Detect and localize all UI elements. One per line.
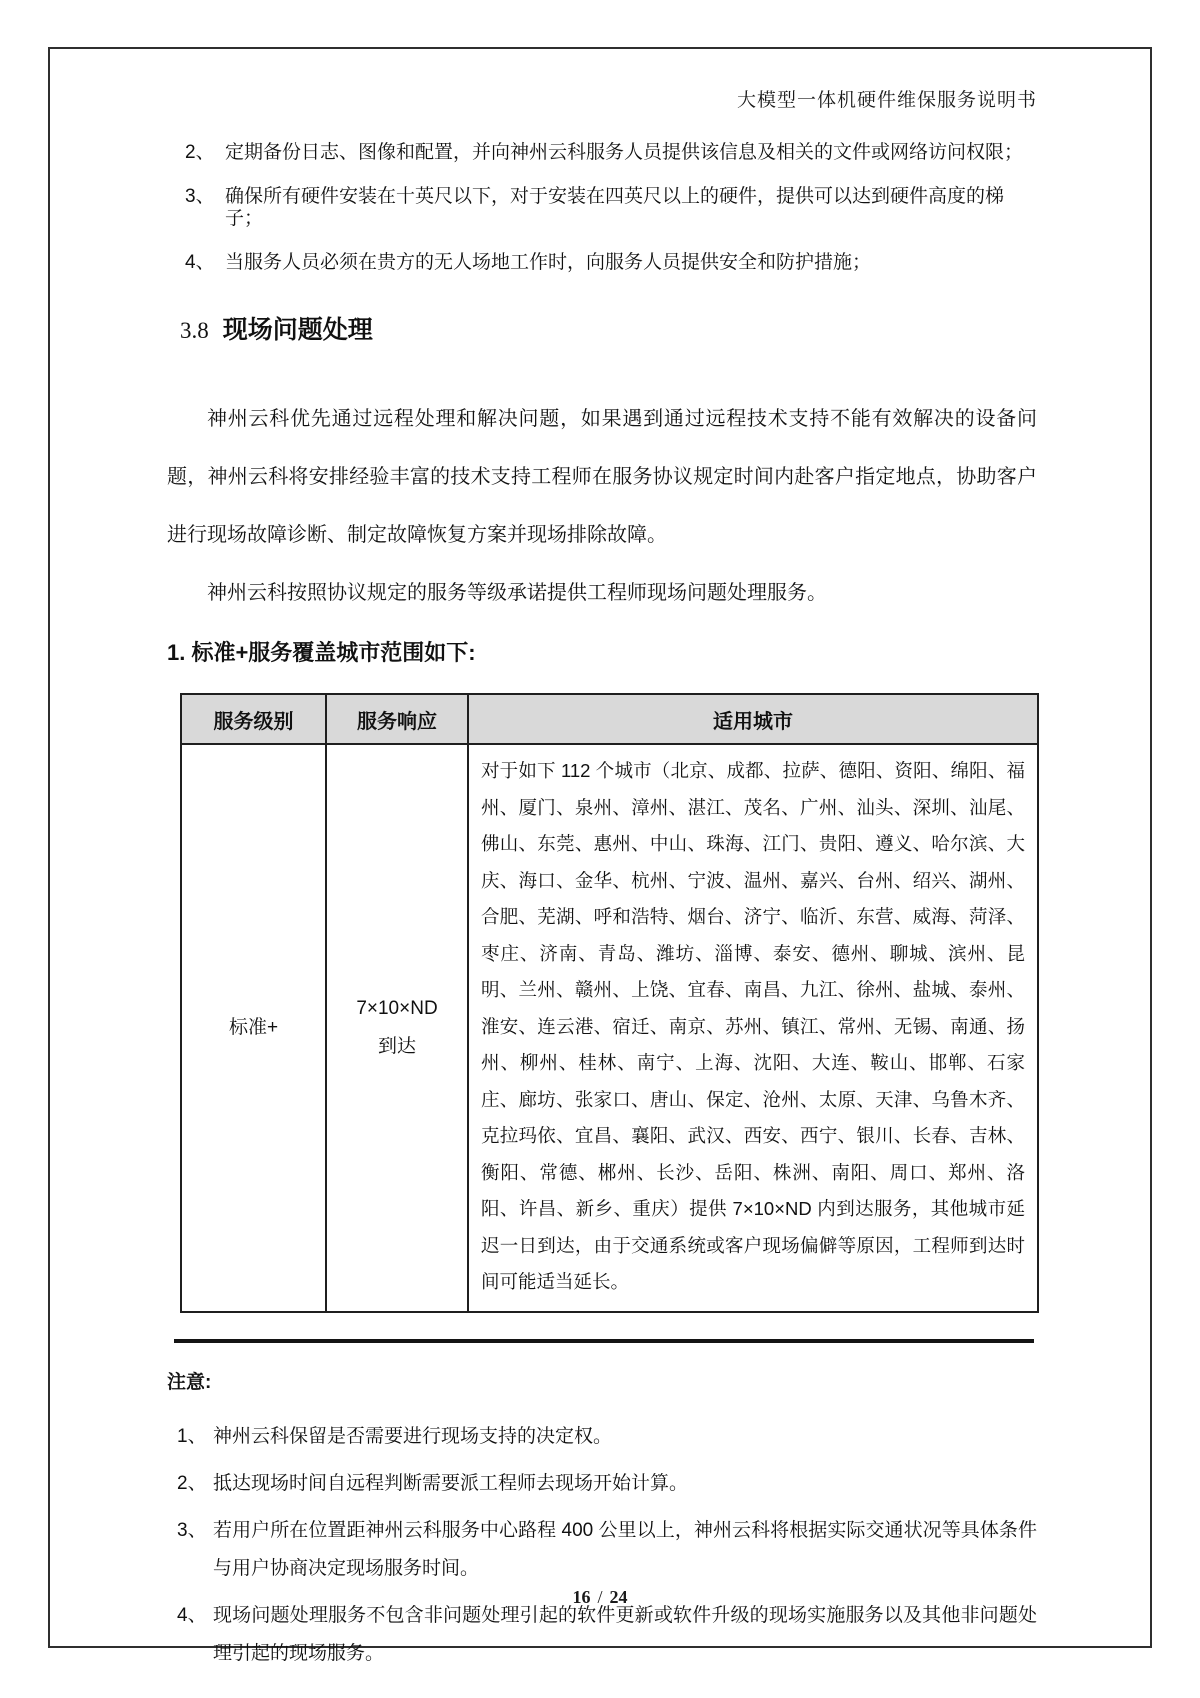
notes-list [167, 1418, 1037, 1673]
list-item [167, 186, 1037, 230]
section-number: 3.8 [180, 318, 209, 343]
column-header-service-level: 服务级别 [181, 694, 326, 744]
page-number-separator: / [597, 1587, 603, 1607]
table-list-heading: 1. 标准+服务覆盖城市范围如下: [167, 640, 476, 665]
note-item-text: 现场问题处理服务不包含非问题处理引起的软件更新或软件升级的现场实施服务以及其他非问题处理引起的现场服务。 [213, 1604, 1037, 1664]
list-item-number: 4、 [185, 252, 215, 273]
list-item-text: 当服务人员必须在贵方的无人场地工作时，向服务人员提供安全和防护措施； [225, 252, 872, 273]
current-page-number: 16 [572, 1587, 591, 1607]
paragraph: 神州云科按照协议规定的服务等级承诺提供工程师现场问题处理服务。 [207, 582, 827, 604]
service-coverage-table [180, 693, 1039, 1313]
page-content [167, 49, 1037, 1682]
page-number [50, 1587, 1150, 1608]
condition-list [167, 142, 1037, 274]
service-response-line2: 到达 [377, 1035, 416, 1057]
total-page-number: 24 [609, 1587, 628, 1607]
list-item [167, 142, 1037, 164]
section-heading [167, 310, 1037, 346]
column-header-applicable-cities: 适用城市 [468, 694, 1038, 744]
body-paragraphs [167, 390, 1037, 622]
page-border-frame [48, 47, 1152, 1664]
note-item-text: 若用户所在位置距神州云科服务中心路程 400 公里以上，神州云科将根据实际交通状况等具体条件与用户协商决定现场服务时间。 [213, 1519, 1037, 1579]
note-item-text: 神州云科保留是否需要进行现场支持的决定权。 [213, 1425, 613, 1447]
table-row [181, 744, 1038, 1312]
table-header-row [181, 694, 1038, 744]
horizontal-divider [174, 1339, 1034, 1343]
note-item [167, 1418, 1037, 1456]
cell-service-level: 标准+ [181, 744, 326, 1312]
note-item [167, 1512, 1037, 1588]
document-header-title: 大模型一体机硬件维保服务说明书 [736, 90, 1037, 111]
list-item-number: 2、 [185, 142, 215, 163]
cell-service-response [326, 744, 468, 1312]
paragraph: 神州云科优先通过远程处理和解决问题，如果遇到通过远程技术支持不能有效解决的设备问题，神州云科将安排经验丰富的技术支持工程师在服务协议规定时间内赴客户指定地点，协助客户进行现场故障诊断、制定故障恢复方案并现场排除故障。 [167, 408, 1037, 546]
cell-applicable-cities: 对于如下 112 个城市（北京、成都、拉萨、德阳、资阳、绵阳、福州、厦门、泉州、漳州、湛江、茂名、广州、汕头、深圳、汕尾、佛山、东莞、惠州、中山、珠海、江门、贵阳、遵义、哈尔滨、大庆、海口、金华、杭州、宁波、温州、嘉兴、台州、绍兴、湖州、合肥、芜湖、呼和浩特、烟台、济宁、临沂、东营、威海、菏泽、枣庄、济南、青岛、潍坊、淄博、泰安、德州、聊城、滨州、昆明、兰州、赣州、上饶、宜春、南昌、九江、徐州、盐城、泰州、淮安、连云港、宿迁、南京、苏州、镇江、常州、无锡、南通、扬州、柳州、桂林、南宁、上海、沈阳、大连、鞍山、邯郸、石家庄、廊坊、张家口、唐山、保定、沧州、太原、天津、乌鲁木齐、克拉玛依、宜昌、襄阳、武汉、西安、西宁、银川、长春、吉林、衡阳、常德、郴州、长沙、岳阳、株洲、南阳、周口、郑州、洛阳、许昌、新乡、重庆）提供 7×10×ND 内到达服务，其他城市延迟一日到达，由于交通系统或客户现场偏僻等原因，工程师到达时间可能适当延长。 [468, 744, 1038, 1312]
list-item-text: 定期备份日志、图像和配置，并向神州云科服务人员提供该信息及相关的文件或网络访问权限； [225, 142, 1024, 163]
list-item [167, 252, 1037, 274]
note-item-text: 抵达现场时间自远程判断需要派工程师去现场开始计算。 [213, 1472, 689, 1494]
note-item-number: 3、 [177, 1519, 207, 1541]
column-header-service-response: 服务响应 [326, 694, 468, 744]
note-item-number: 1、 [177, 1425, 207, 1447]
note-item-number: 2、 [177, 1472, 207, 1494]
list-item-number: 3、 [185, 186, 215, 207]
list-item-text: 确保所有硬件安装在十英尺以下，对于安装在四英尺以上的硬件，提供可以达到硬件高度的梯子； [225, 186, 1005, 229]
note-item [167, 1465, 1037, 1503]
notes-label: 注意: [167, 1371, 212, 1393]
service-response-line1: 7×10×ND [356, 997, 438, 1019]
section-title: 现场问题处理 [222, 316, 373, 344]
note-item-number: 4、 [177, 1604, 207, 1626]
